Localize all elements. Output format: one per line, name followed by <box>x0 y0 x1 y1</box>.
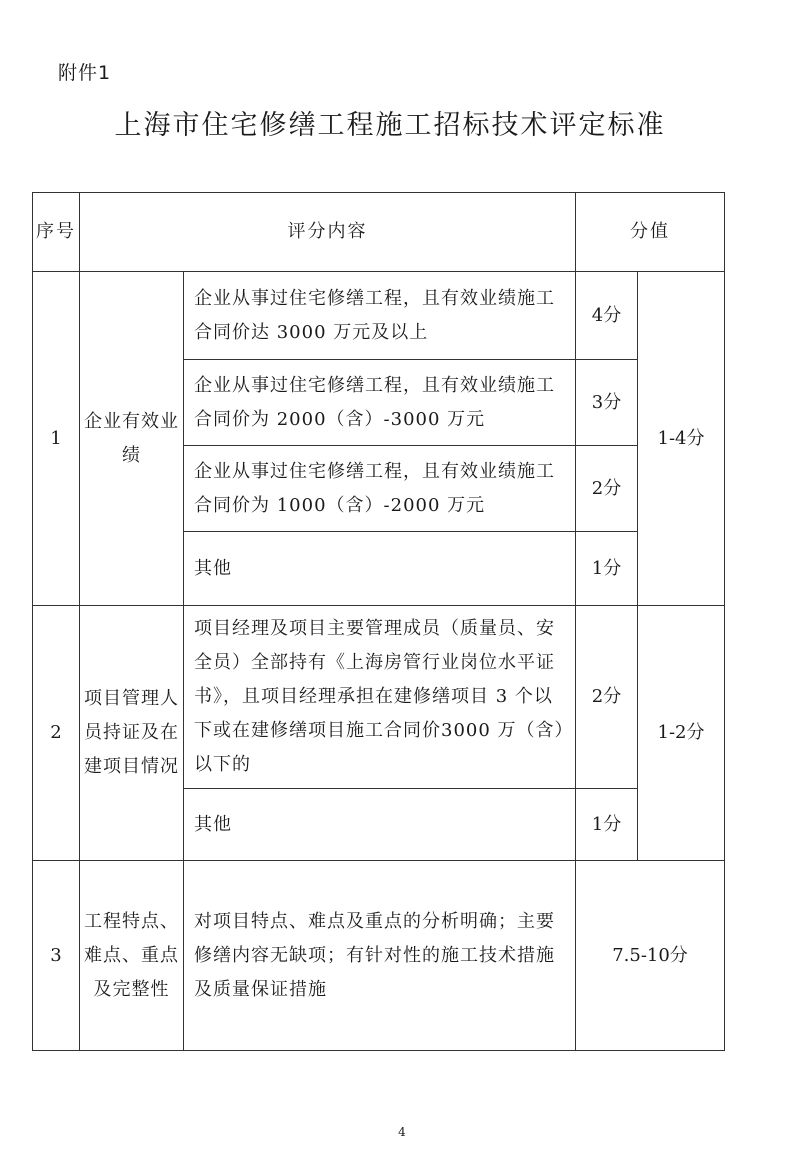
attachment-label: 附件1 <box>58 62 112 84</box>
section-score-range: 1-4分 <box>638 272 725 606</box>
criterion-content: 其他 <box>184 532 576 606</box>
document-title: 上海市住宅修缮工程施工招标技术评定标准 <box>114 110 666 141</box>
section-no: 1 <box>33 272 80 606</box>
criterion-score: 4分 <box>576 272 638 360</box>
criterion-score: 1分 <box>576 532 638 606</box>
section-no: 3 <box>33 861 80 1051</box>
section-no: 2 <box>33 606 80 861</box>
page-number: 4 <box>398 1125 406 1139</box>
table-header-row <box>33 193 725 272</box>
scoring-table <box>32 192 725 1051</box>
criterion-content: 企业从事过住宅修缮工程，且有效业绩施工合同价达 3000 万元及以上 <box>184 272 576 360</box>
criterion-content: 其他 <box>184 789 576 861</box>
criterion-content: 项目经理及项目主要管理成员（质量员、安全员）全部持有《上海房管行业岗位水平证书》，且项目经理承担在建修缮项目 3 个以下或在建修缮项目施工合同价3000 万（含）以下的 <box>184 606 576 789</box>
table-row <box>33 606 725 789</box>
header-no: 序号 <box>33 193 80 272</box>
section-score-range: 1-2分 <box>638 606 725 861</box>
criterion-score: 2分 <box>576 446 638 532</box>
table-row <box>33 861 725 1051</box>
header-score: 分值 <box>576 193 725 272</box>
section-category: 工程特点、难点、重点及完整性 <box>80 861 184 1051</box>
section-category: 项目管理人员持证及在建项目情况 <box>80 606 184 861</box>
table-row <box>33 272 725 360</box>
section-score-range: 7.5-10分 <box>576 861 725 1051</box>
criterion-score: 1分 <box>576 789 638 861</box>
criterion-score: 2分 <box>576 606 638 789</box>
header-content: 评分内容 <box>80 193 576 272</box>
criterion-score: 3分 <box>576 360 638 446</box>
criterion-content: 企业从事过住宅修缮工程，且有效业绩施工合同价为 2000（含）-3000 万元 <box>184 360 576 446</box>
section-category: 企业有效业绩 <box>80 272 184 606</box>
criterion-content: 对项目特点、难点及重点的分析明确；主要修缮内容无缺项；有针对性的施工技术措施及质量保证措施 <box>184 861 576 1051</box>
criterion-content: 企业从事过住宅修缮工程，且有效业绩施工合同价为 1000（含）-2000 万元 <box>184 446 576 532</box>
